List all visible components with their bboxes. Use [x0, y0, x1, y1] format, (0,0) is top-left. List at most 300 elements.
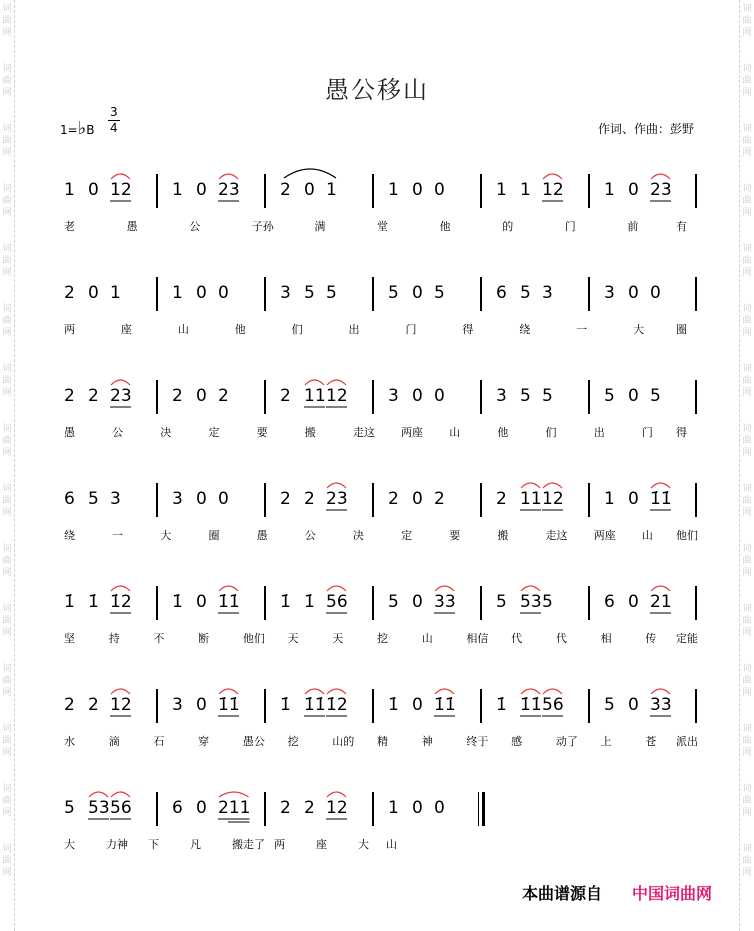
watermark-char: 曲 — [742, 736, 752, 746]
watermark-char: 网 — [2, 568, 12, 578]
watermark-char: 网 — [742, 328, 752, 338]
watermark-char: 曲 — [2, 76, 12, 86]
note: 1̇2 — [110, 592, 132, 612]
lyric: 挖 — [377, 632, 388, 645]
watermark-char: 词 — [2, 664, 12, 674]
note: 1̇ — [88, 592, 99, 612]
lyric: 门 — [405, 323, 417, 336]
lyric: 终于 — [466, 735, 489, 748]
note: 1 — [326, 180, 337, 200]
note: 53 — [88, 798, 110, 818]
watermark-char: 词 — [2, 424, 12, 434]
watermark-char: 词 — [742, 64, 752, 74]
time-signature — [108, 105, 120, 136]
note: 21 — [650, 592, 672, 612]
note: 0 — [412, 798, 423, 818]
note: 1̇1̇ — [434, 695, 456, 715]
note: 2 — [88, 695, 99, 715]
watermark-char: 网 — [742, 448, 752, 458]
watermark-char: 词 — [2, 244, 12, 254]
lyric: 两 — [274, 838, 285, 851]
watermark-char: 词 — [2, 724, 12, 734]
bar-line — [372, 380, 374, 414]
bar-line — [372, 586, 374, 620]
note: 5 — [496, 592, 507, 612]
lyric: 两 — [64, 323, 75, 336]
note: 56 — [326, 592, 348, 612]
note: 6 — [496, 283, 507, 303]
lyric: 有 — [676, 220, 687, 233]
watermark-char: 曲 — [742, 316, 752, 326]
note: 12 — [110, 180, 132, 200]
note: 12 — [542, 489, 564, 509]
lyric: 两座 — [593, 529, 616, 542]
bar-line — [264, 689, 266, 723]
note: 5 — [520, 283, 531, 303]
note: 1̇ — [280, 592, 291, 612]
bar-line — [372, 277, 374, 311]
note: 5 — [650, 386, 661, 406]
watermark-char: 曲 — [2, 376, 12, 386]
note: 2 — [280, 180, 291, 200]
lyric: 山 — [641, 529, 653, 542]
watermark-char: 曲 — [2, 196, 12, 206]
lyric: 上 — [600, 735, 612, 748]
lyric: 滴 — [108, 735, 120, 748]
watermark-char: 词 — [2, 544, 12, 554]
lyric: 要 — [449, 529, 461, 542]
lyric: 愚 — [126, 220, 138, 233]
lyric: 决 — [352, 529, 364, 542]
final-bar-thin — [478, 792, 479, 826]
note: 211 — [218, 798, 251, 818]
watermark-char: 网 — [2, 88, 12, 98]
note: 56 — [542, 695, 564, 715]
watermark-char: 网 — [2, 628, 12, 638]
note: 2 — [280, 489, 291, 509]
note: 5 — [434, 283, 445, 303]
note: 5 — [326, 283, 337, 303]
note: 5 — [604, 695, 615, 715]
watermark-char: 词 — [2, 64, 12, 74]
watermark-char: 网 — [2, 328, 12, 338]
lyric: 大 — [358, 838, 369, 851]
lyric: 座 — [316, 838, 327, 851]
note: 1̇ — [280, 695, 291, 715]
note: 1̇ — [496, 695, 507, 715]
watermark-char: 词 — [742, 664, 752, 674]
bar-line — [372, 483, 374, 517]
lyric: 出 — [348, 323, 360, 336]
watermark-char: 词 — [742, 484, 752, 494]
note: 23 — [326, 489, 348, 509]
lyric: 山 — [449, 426, 461, 439]
lyric: 满 — [314, 220, 326, 233]
watermark-char: 词 — [2, 364, 12, 374]
watermark-char: 词 — [742, 244, 752, 254]
watermark-char: 网 — [742, 808, 752, 818]
bar-line — [264, 483, 266, 517]
note: 2 — [434, 489, 445, 509]
watermark-char: 曲 — [2, 616, 12, 626]
bar-line — [156, 586, 158, 620]
watermark-char: 词 — [742, 4, 752, 14]
lyric: 动了 — [555, 735, 578, 748]
note: 0 — [196, 695, 207, 715]
lyric: 定能 — [676, 632, 698, 645]
note: 0 — [434, 798, 445, 818]
meter-top: 3 — [110, 105, 118, 119]
lyric: 天 — [332, 632, 344, 645]
watermark-char: 网 — [742, 508, 752, 518]
watermark-char: 词 — [2, 4, 12, 14]
note: 1̇1̇ — [650, 489, 672, 509]
song-title: 愚公移山 — [325, 76, 429, 104]
watermark-char: 网 — [2, 448, 12, 458]
note: 1 — [110, 283, 121, 303]
note: 5 — [388, 283, 399, 303]
note: 5 — [520, 386, 531, 406]
watermark-char: 曲 — [2, 676, 12, 686]
note: 5 — [542, 592, 553, 612]
watermark-char: 词 — [2, 484, 12, 494]
note: 1̇1̇ — [304, 695, 326, 715]
note: 1 — [388, 180, 399, 200]
note: 5 — [542, 386, 553, 406]
lyric: 圈 — [676, 323, 687, 336]
lyric: 一 — [112, 529, 124, 542]
bar-line — [156, 174, 158, 208]
note: 0 — [628, 592, 639, 612]
bar-line — [588, 174, 590, 208]
watermark-char: 曲 — [2, 256, 12, 266]
bar-line — [264, 277, 266, 311]
lyric: 穿 — [198, 735, 210, 748]
note: 6 — [64, 489, 75, 509]
note: 0 — [196, 489, 207, 509]
lyric: 老 — [64, 220, 75, 233]
bar-line — [372, 174, 374, 208]
watermark-char: 曲 — [742, 16, 752, 26]
note: 12 — [326, 386, 348, 406]
note: 1 — [172, 283, 183, 303]
note: 0 — [412, 592, 423, 612]
watermark-char: 网 — [2, 148, 12, 158]
bar-line — [695, 277, 697, 311]
lyric: 搬 — [304, 426, 316, 439]
key-prefix: 1= — [60, 123, 78, 137]
watermark-char: 曲 — [742, 376, 752, 386]
note: 5 — [88, 489, 99, 509]
lyric: 门 — [564, 220, 576, 233]
note: 33 — [650, 695, 672, 715]
note: 1 — [172, 180, 183, 200]
lyric: 水 — [64, 735, 75, 748]
note: 0 — [650, 283, 661, 303]
bar-line — [264, 586, 266, 620]
note: 0 — [196, 798, 207, 818]
watermark-char: 网 — [2, 508, 12, 518]
watermark-char: 曲 — [742, 676, 752, 686]
bar-line — [588, 586, 590, 620]
watermark-char: 网 — [742, 628, 752, 638]
note: 1 — [604, 180, 615, 200]
note: 3 — [280, 283, 291, 303]
watermark-char: 曲 — [742, 496, 752, 506]
watermark-char: 曲 — [742, 136, 752, 146]
note: 11 — [520, 489, 542, 509]
lyric: 下 — [148, 838, 159, 851]
note: 1 — [520, 180, 531, 200]
note: 3 — [388, 386, 399, 406]
watermark-char: 网 — [2, 868, 12, 878]
lyric: 他们 — [242, 632, 265, 645]
watermark-char: 网 — [742, 868, 752, 878]
bar-line — [480, 689, 482, 723]
lyric: 定 — [401, 529, 413, 542]
note: 2 — [388, 489, 399, 509]
bar-line — [588, 483, 590, 517]
source-label: 本曲谱源自 — [522, 884, 603, 903]
lyric: 相信 — [466, 632, 489, 645]
watermark-char: 词 — [2, 604, 12, 614]
key-note: B — [86, 123, 95, 137]
note: 6 — [172, 798, 183, 818]
note: 0 — [412, 489, 423, 509]
note: 5 — [604, 386, 615, 406]
lyric: 要 — [256, 426, 268, 439]
lyric: 的 — [502, 220, 514, 233]
watermark-char: 网 — [742, 28, 752, 38]
lyric: 出 — [593, 426, 605, 439]
watermark-char: 曲 — [742, 436, 752, 446]
watermark-char: 词 — [742, 544, 752, 554]
lyric: 派出 — [676, 735, 698, 748]
watermark-char: 网 — [742, 88, 752, 98]
watermark-char: 词 — [742, 304, 752, 314]
left-margin-strip — [0, 0, 15, 931]
note: 0 — [412, 283, 423, 303]
lyric: 挖 — [287, 735, 299, 748]
note: 0 — [412, 695, 423, 715]
bar-line — [695, 380, 697, 414]
note: 3 — [542, 283, 553, 303]
watermark-char: 曲 — [742, 76, 752, 86]
watermark-char: 网 — [742, 208, 752, 218]
note: 0 — [196, 283, 207, 303]
note: 1̇1̇ — [520, 695, 542, 715]
final-bar-thick — [482, 792, 485, 826]
lyric: 代 — [555, 632, 567, 645]
watermark-char: 网 — [742, 748, 752, 758]
lyric: 绕 — [519, 323, 531, 336]
note: 0 — [88, 180, 99, 200]
lyric: 精 — [377, 735, 388, 748]
watermark-char: 网 — [742, 568, 752, 578]
note: 3 — [172, 489, 183, 509]
note: 5 — [64, 798, 75, 818]
note: 1̇ — [304, 592, 315, 612]
note: 3 — [604, 283, 615, 303]
watermark-char: 曲 — [2, 316, 12, 326]
lyric: 山的 — [332, 735, 355, 748]
watermark-char: 词 — [742, 364, 752, 374]
watermark-char: 词 — [2, 844, 12, 854]
lyric: 走这 — [545, 529, 568, 542]
note: 23 — [650, 180, 672, 200]
note: 1̇1̇ — [218, 695, 240, 715]
note: 2 — [304, 798, 315, 818]
watermark-char: 词 — [742, 124, 752, 134]
lyric: 他 — [497, 426, 509, 439]
lyric: 天 — [287, 632, 299, 645]
lyric: 搬走了 — [232, 838, 265, 851]
note: 23 — [110, 386, 132, 406]
lyric: 感 — [511, 735, 523, 748]
lyric: 决 — [160, 426, 172, 439]
note: 23 — [218, 180, 240, 200]
watermark-char: 网 — [742, 268, 752, 278]
bar-line — [480, 483, 482, 517]
bar-line — [480, 174, 482, 208]
lyric: 相 — [600, 632, 612, 645]
note: 0 — [196, 592, 207, 612]
note: 3 — [172, 695, 183, 715]
lyric: 断 — [198, 632, 210, 645]
lyric: 传 — [645, 632, 657, 645]
bar-line — [372, 792, 374, 826]
lyric: 山 — [386, 838, 397, 851]
lyric: 公 — [112, 426, 124, 439]
lyric: 公 — [304, 529, 316, 542]
bar-line — [264, 174, 266, 208]
bar-line — [480, 586, 482, 620]
lyric: 苍 — [645, 735, 657, 748]
lyric: 公 — [189, 220, 201, 233]
bar-line — [588, 277, 590, 311]
watermark-char: 曲 — [2, 796, 12, 806]
watermark-char: 曲 — [742, 616, 752, 626]
lyric: 石 — [153, 735, 165, 748]
watermark-char: 网 — [2, 208, 12, 218]
lyric: 力神 — [106, 838, 128, 851]
watermark-char: 词 — [2, 124, 12, 134]
lyric: 座 — [120, 323, 132, 336]
note: 2 — [64, 283, 75, 303]
lyric: 定 — [208, 426, 220, 439]
lyric: 他 — [439, 220, 451, 233]
note: 1̇ — [388, 695, 399, 715]
lyric: 门 — [641, 426, 653, 439]
note: 2 — [88, 386, 99, 406]
note: 0 — [628, 180, 639, 200]
bar-line — [156, 792, 158, 826]
watermark-char: 词 — [742, 724, 752, 734]
watermark-char: 曲 — [742, 256, 752, 266]
note: 1̇1̇ — [218, 592, 240, 612]
note: 0 — [196, 386, 207, 406]
bar-line — [156, 483, 158, 517]
lyric: 愚 — [64, 426, 75, 439]
lyric: 大 — [633, 323, 645, 336]
watermark-char: 曲 — [2, 736, 12, 746]
watermark-char: 词 — [2, 304, 12, 314]
note: 2 — [172, 386, 183, 406]
bar-line — [156, 277, 158, 311]
note: 56 — [110, 798, 132, 818]
watermark-char: 网 — [742, 148, 752, 158]
watermark-char: 网 — [2, 268, 12, 278]
watermark-char: 网 — [742, 388, 752, 398]
note: 2 — [280, 798, 291, 818]
lyric: 绕 — [64, 529, 75, 542]
source-site-link[interactable]: 中国词曲网 — [632, 884, 713, 903]
watermark-char: 词 — [742, 184, 752, 194]
note: 0 — [218, 489, 229, 509]
watermark-char: 网 — [2, 808, 12, 818]
note: 12 — [110, 695, 132, 715]
note: 2 — [496, 489, 507, 509]
note: 5 — [304, 283, 315, 303]
watermark-char: 词 — [2, 784, 12, 794]
watermark-char: 网 — [2, 28, 12, 38]
watermark-char: 网 — [2, 388, 12, 398]
note: 0 — [628, 695, 639, 715]
note: 2 — [280, 386, 291, 406]
note: 1 — [604, 489, 615, 509]
lyric: 持 — [108, 632, 120, 645]
composer-credit: 作词、作曲：彭野 — [597, 122, 694, 136]
lyric: 神 — [421, 735, 433, 748]
note: 0 — [434, 386, 445, 406]
watermark-char: 曲 — [742, 556, 752, 566]
lyric: 子孙 — [251, 220, 274, 233]
bar-line — [264, 380, 266, 414]
note: 0 — [196, 180, 207, 200]
note: 3 — [496, 386, 507, 406]
watermark-char: 曲 — [742, 856, 752, 866]
note: 2 — [64, 386, 75, 406]
note: 2 — [64, 695, 75, 715]
note: 33 — [434, 592, 456, 612]
bar-line — [588, 689, 590, 723]
key-signature — [60, 118, 94, 139]
bar-line — [588, 380, 590, 414]
note: 0 — [88, 283, 99, 303]
note: 2 — [218, 386, 229, 406]
watermark-char: 网 — [742, 688, 752, 698]
note: 0 — [412, 180, 423, 200]
watermark-char: 词 — [742, 424, 752, 434]
lyric: 山 — [421, 632, 433, 645]
lyric: 愚 — [256, 529, 268, 542]
note: 1̇ — [64, 592, 75, 612]
note: 1̇ — [172, 592, 183, 612]
bar-line — [695, 586, 697, 620]
note: 53 — [520, 592, 542, 612]
watermark-char: 曲 — [2, 436, 12, 446]
watermark-char: 曲 — [2, 496, 12, 506]
lyric: 两座 — [401, 426, 424, 439]
watermark-char: 曲 — [2, 856, 12, 866]
bar-line — [695, 483, 697, 517]
watermark-char: 曲 — [2, 556, 12, 566]
watermark-char: 网 — [2, 688, 12, 698]
watermark-char: 曲 — [742, 196, 752, 206]
lyric: 们 — [291, 323, 303, 336]
meter-bottom: 4 — [110, 121, 118, 135]
note: 1 — [64, 180, 75, 200]
